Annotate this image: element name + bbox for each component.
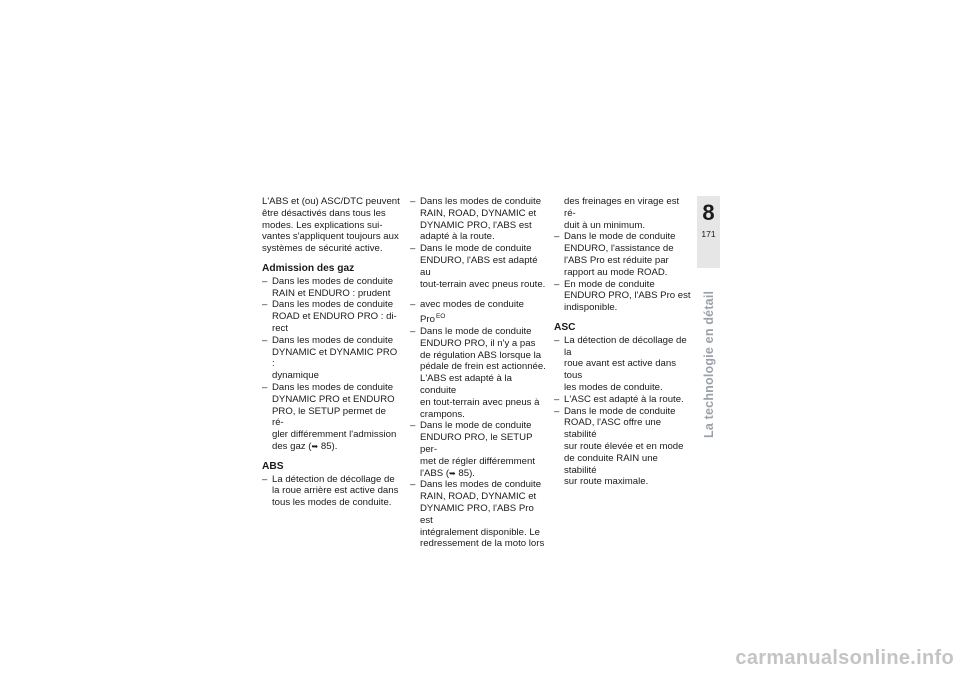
text-line: tous les modes de conduite.	[272, 497, 392, 509]
text-line: La détection de décollage de la	[564, 334, 687, 358]
text-line: tout-terrain avec pneus route.	[420, 278, 546, 290]
open-paren: (	[308, 440, 312, 452]
dash-bullet: –	[554, 231, 560, 243]
text-line: être désactivés dans tous les	[262, 207, 386, 219]
heading-asc: ASC	[554, 321, 576, 333]
column-1	[262, 196, 400, 509]
pro-mode-text: avec modes de conduite Pro	[420, 299, 524, 326]
chapter-tab	[697, 196, 720, 268]
list-item	[554, 394, 692, 406]
page-reference[interactable]	[272, 441, 400, 453]
list-item	[262, 382, 400, 453]
heading-throttle: Admission des gaz	[262, 262, 355, 274]
pro-superscript: EO	[435, 313, 446, 321]
ref-text: l'ABS	[420, 467, 444, 479]
text-line: Dans le mode de conduite	[564, 231, 676, 243]
list-item	[262, 335, 400, 382]
continuation-paragraph	[554, 196, 692, 231]
text-line: DYNAMIC et DYNAMIC PRO :	[272, 346, 398, 370]
dash-bullet: –	[262, 334, 268, 346]
text-line: dynamique	[272, 370, 319, 382]
text-line: RAIN et ENDURO : prudent	[272, 287, 391, 299]
text-line: met de régler différemment	[420, 455, 535, 467]
text-line: sur route élevée et en mode	[564, 440, 684, 452]
text-line: adapté à la route.	[420, 231, 495, 243]
text-line: RAIN, ROAD, DYNAMIC et	[420, 207, 537, 219]
list-item	[554, 406, 692, 489]
chapter-number: 8	[702, 200, 715, 225]
text-line: Dans les modes de conduite	[420, 196, 542, 207]
text-line: Dans les modes de conduite	[420, 479, 542, 491]
text-line: l'ABS Pro est réduite par	[564, 254, 669, 266]
text-line: redressement de la moto lors	[420, 538, 545, 550]
text-line: Dans le mode de conduite	[420, 243, 532, 255]
dash-bullet: –	[410, 299, 416, 311]
intro-paragraph	[262, 196, 400, 255]
option-line	[410, 299, 548, 326]
dash-bullet: –	[410, 479, 416, 491]
dash-bullet: –	[410, 420, 416, 432]
list-item	[410, 420, 548, 479]
text-line: ENDURO PRO, l'ABS Pro est	[564, 290, 691, 302]
list-item	[554, 335, 692, 394]
text-line: de régulation ABS lorsque la	[420, 349, 542, 361]
list-item	[262, 276, 400, 300]
list-item	[554, 279, 692, 314]
dash-bullet: –	[554, 405, 560, 417]
text-line: les modes de conduite.	[564, 381, 663, 393]
text-line: Dans les modes de conduite	[272, 299, 394, 311]
text-line: intégralement disponible. Le	[420, 526, 541, 538]
ref-page: 85).	[458, 467, 475, 479]
text-line: ROAD et ENDURO PRO : di-	[272, 311, 397, 323]
text-line: En mode de conduite	[564, 278, 655, 290]
column-3	[554, 196, 692, 488]
text-line: DYNAMIC PRO, l'ABS Pro est	[420, 502, 534, 526]
text-line: Dans le mode de conduite	[420, 325, 532, 337]
text-line: L'ABS et (ou) ASC/DTC peuvent	[262, 196, 400, 207]
column-2	[410, 196, 548, 550]
text-line: sur route maximale.	[564, 476, 649, 488]
text-line: RAIN, ROAD, DYNAMIC et	[420, 491, 537, 503]
list-item	[410, 196, 548, 243]
list-item	[410, 243, 548, 290]
text-line: Dans le mode de conduite	[564, 405, 676, 417]
text-line: PRO, le SETUP permet de ré-	[272, 405, 386, 429]
text-line: rect	[272, 322, 288, 334]
dash-bullet: –	[262, 299, 268, 311]
text-line: ENDURO PRO, il n'y a pas	[420, 337, 536, 349]
text-line: indisponible.	[564, 302, 618, 314]
dash-bullet: –	[410, 243, 416, 255]
dash-bullet: –	[262, 381, 268, 393]
dash-bullet: –	[554, 393, 560, 405]
text-line: DYNAMIC PRO, l'ABS est	[420, 219, 532, 231]
text-line: rapport au mode ROAD.	[564, 266, 668, 278]
page-number: 171	[701, 229, 716, 239]
text-line: la roue arrière est active dans	[272, 485, 399, 497]
text-line: Dans les modes de conduite	[272, 381, 394, 393]
text-line: ENDURO, l'assistance de	[564, 243, 674, 255]
dash-bullet: –	[262, 473, 268, 485]
dash-bullet: –	[554, 278, 560, 290]
arrow-icon: ➥	[449, 468, 456, 478]
list-item	[262, 474, 400, 509]
text-line: ENDURO, l'ABS est adapté au	[420, 254, 538, 278]
ref-page: 85).	[320, 440, 338, 452]
text-line: DYNAMIC PRO et ENDURO	[272, 393, 395, 405]
open-paren: (	[445, 467, 450, 479]
watermark: carmanualsonline.info	[735, 647, 954, 669]
text-line: crampons.	[420, 408, 465, 420]
page-reference[interactable]	[420, 468, 548, 480]
arrow-icon: ➥	[311, 441, 319, 451]
text-line: ENDURO PRO, le SETUP per-	[420, 432, 533, 455]
text-line: ROAD, l'ASC offre une stabilité	[564, 417, 662, 441]
text-line: modes. Les explications sui-	[262, 219, 383, 231]
text-line: roue avant est active dans tous	[564, 358, 676, 382]
text-line: Dans les modes de conduite	[272, 275, 394, 287]
text-line: L'ABS est adapté à la conduite	[420, 373, 512, 396]
dash-bullet: –	[554, 334, 560, 346]
text-line: La détection de décollage de	[272, 473, 395, 485]
ref-text: des gaz	[272, 440, 306, 452]
dash-bullet: –	[410, 196, 416, 207]
text-line: de conduite RAIN une stabilité	[564, 452, 658, 476]
text-line: duit à un minimum.	[564, 219, 646, 231]
text-line: en tout-terrain avec pneus à	[420, 396, 540, 408]
text-line: Dans les modes de conduite	[272, 334, 394, 346]
text-line: des freinages en virage est ré-	[564, 196, 680, 219]
list-item	[554, 231, 692, 278]
heading-abs: ABS	[262, 460, 284, 472]
text-line: L'ASC est adapté à la route.	[564, 393, 684, 405]
list-item	[410, 479, 548, 550]
text-line: gler différemment l'admission	[272, 429, 397, 441]
text-line: Dans le mode de conduite	[420, 420, 532, 432]
dash-bullet: –	[262, 275, 268, 287]
text-line: systèmes de sécurité active.	[262, 243, 383, 255]
text-line: pédale de frein est actionnée.	[420, 361, 546, 373]
dash-bullet: –	[410, 325, 416, 337]
side-chapter-title: La technologie en détail	[702, 290, 716, 438]
list-item	[410, 326, 548, 420]
list-item	[262, 299, 400, 334]
text-line: vantes s'appliquent toujours aux	[262, 231, 399, 243]
